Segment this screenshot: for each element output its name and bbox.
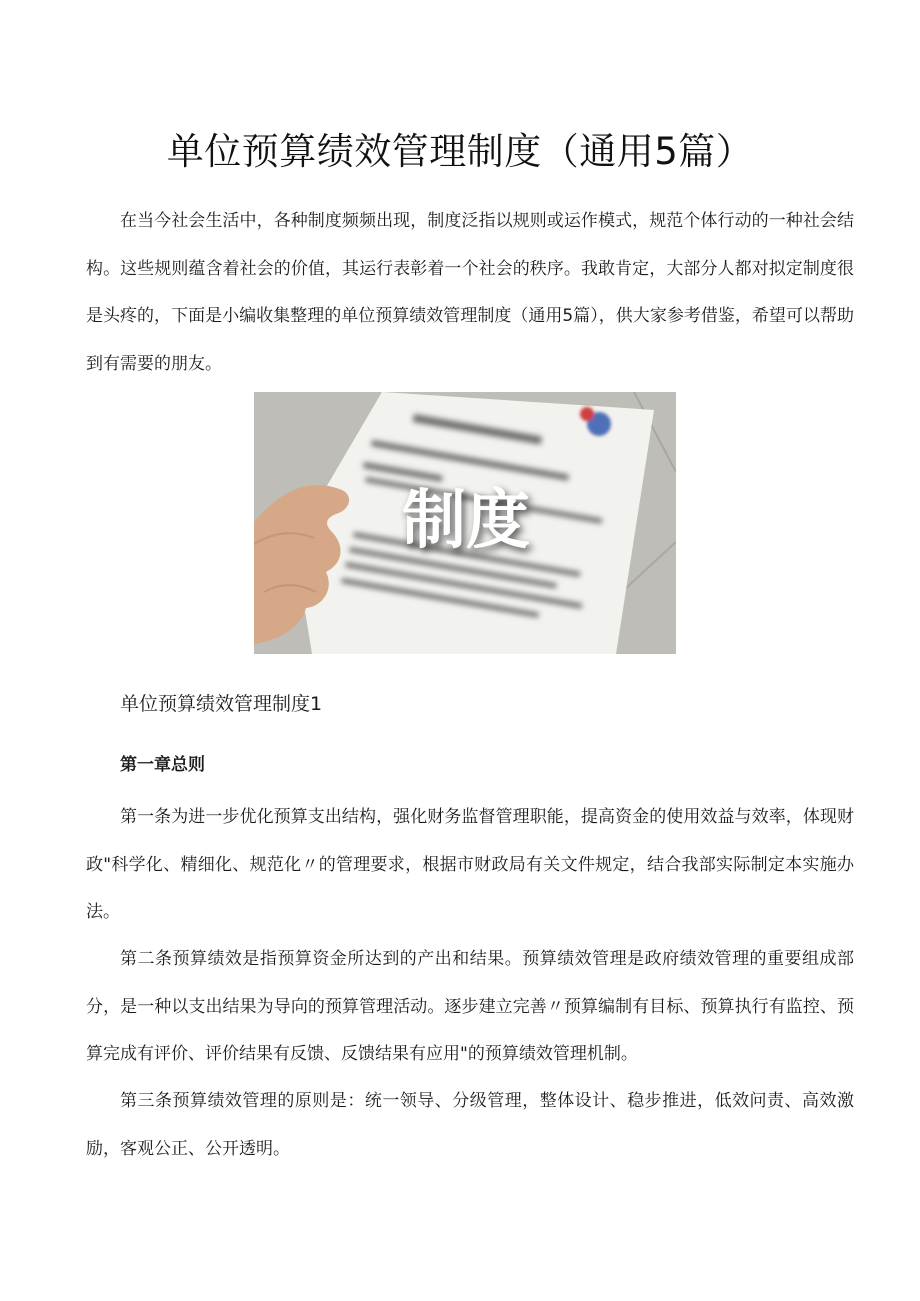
document-title: 单位预算绩效管理制度（通用5篇） bbox=[166, 130, 754, 173]
intro-paragraph: 在当今社会生活中，各种制度频频出现，制度泛指以规则或运作模式，规范个体行动的一种社会结构。这些规则蕴含着社会的价值，其运行表彰着一个社会的秩序。我敢肯定，大部分人都对拟定制度很是头疼的，下面是小编收集整理的单位预算绩效管理制度（通用5篇），供大家参考借鉴，希望可以帮助到有需要的朋友。 bbox=[86, 211, 854, 374]
article-paragraph: 第二条预算绩效是指预算资金所达到的产出和结果。预算绩效管理是政府绩效管理的重要组成部分，是一种以支出结果为导向的预算管理活动。逐步建立完善〃预算编制有目标、预算执行有监控、预算完成有评价、评价结果有反馈、反馈结果有应用"的预算绩效管理机制。 bbox=[86, 949, 854, 1064]
article-paragraph: 第一条为进一步优化预算支出结构，强化财务监督管理职能，提高资金的使用效益与效率，体现财政"科学化、精细化、规范化〃的管理要求，根据市财政局有关文件规定，结合我部实际制定本实施办法。 bbox=[86, 807, 854, 922]
hero-image bbox=[254, 392, 676, 654]
section-title: 单位预算绩效管理制度1 bbox=[120, 693, 323, 715]
chapter-title: 第一章总则 bbox=[120, 755, 205, 775]
article-paragraph: 第三条预算绩效管理的原则是：统一领导、分级管理，整体设计、稳步推进，低效问责、高效激励，客观公正、公开透明。 bbox=[86, 1091, 854, 1159]
hero-image-text: 制度 bbox=[402, 484, 530, 558]
